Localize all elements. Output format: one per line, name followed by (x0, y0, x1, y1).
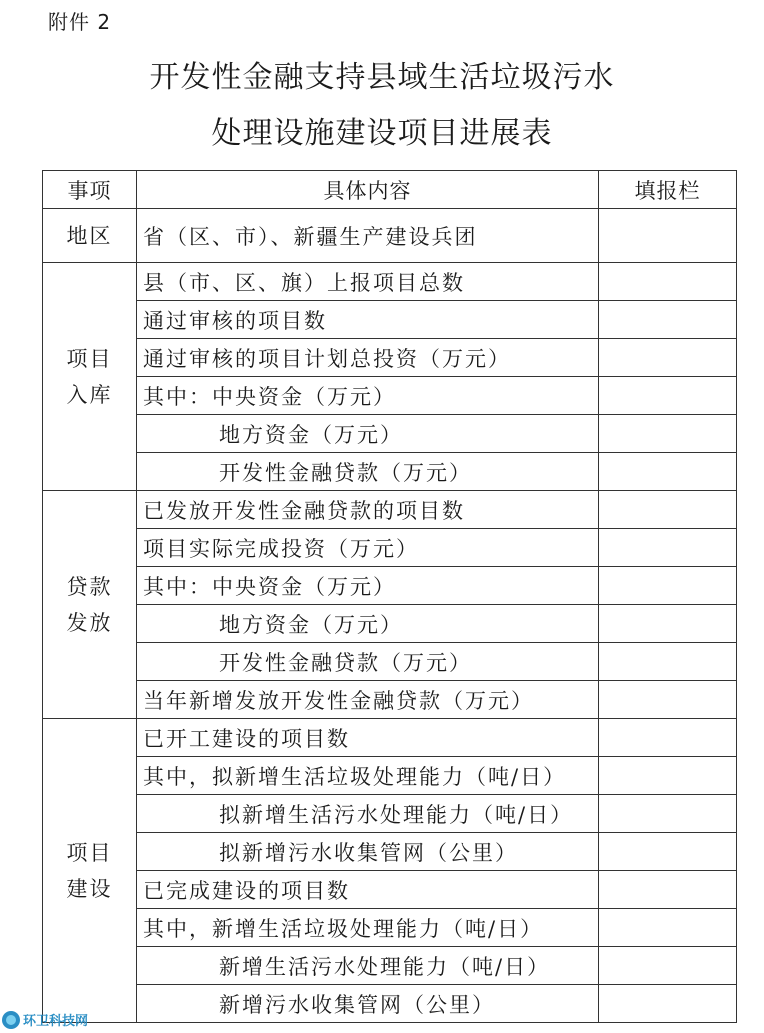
attachment-label: 附件 2 (48, 10, 112, 34)
table-row (43, 567, 737, 605)
row-content: 通过审核的项目数 (137, 301, 599, 339)
fill-cell[interactable] (599, 719, 737, 757)
row-content: 当年新增发放开发性金融贷款（万元） (137, 681, 599, 719)
document-title-line-2: 处理设施建设项目进展表 (211, 116, 553, 151)
watermark (2, 1010, 88, 1029)
fill-cell[interactable] (599, 415, 737, 453)
row-content: 拟新增生活污水处理能力（吨/日） (137, 795, 599, 833)
header-item: 事项 (43, 171, 137, 209)
fill-cell[interactable] (599, 529, 737, 567)
fill-cell[interactable] (599, 681, 737, 719)
table-row (43, 263, 737, 301)
table-row (43, 339, 737, 377)
table-row (43, 795, 737, 833)
table-row (43, 757, 737, 795)
row-content: 其中，拟新增生活垃圾处理能力（吨/日） (137, 757, 599, 795)
category-line: 项目 (66, 346, 113, 371)
fill-cell[interactable] (599, 209, 737, 263)
table-row (43, 209, 737, 263)
fill-cell[interactable] (599, 453, 737, 491)
watermark-text: 环卫科技网 (23, 1014, 89, 1029)
category-line: 建设 (66, 876, 113, 901)
row-content: 已发放开发性金融贷款的项目数 (137, 491, 599, 529)
fill-cell[interactable] (599, 605, 737, 643)
table-row (43, 719, 737, 757)
row-content: 地方资金（万元） (137, 415, 599, 453)
row-content: 拟新增污水收集管网（公里） (137, 833, 599, 871)
row-content: 省（区、市）、新疆生产建设兵团 (137, 209, 599, 263)
row-content: 县（市、区、旗）上报项目总数 (137, 263, 599, 301)
fill-cell[interactable] (599, 909, 737, 947)
table-row (43, 491, 737, 529)
table-row (43, 833, 737, 871)
fill-cell[interactable] (599, 339, 737, 377)
category-line: 入库 (66, 382, 113, 407)
category-line: 发放 (66, 610, 113, 635)
table-row (43, 985, 737, 1023)
fill-cell[interactable] (599, 757, 737, 795)
category-line: 项目 (66, 840, 113, 865)
fill-cell[interactable] (599, 833, 737, 871)
fill-cell[interactable] (599, 871, 737, 909)
table-row (43, 453, 737, 491)
row-content: 开发性金融贷款（万元） (137, 453, 599, 491)
fill-cell[interactable] (599, 491, 737, 529)
category-project-storage (43, 263, 137, 491)
row-content: 已开工建设的项目数 (137, 719, 599, 757)
fill-cell[interactable] (599, 263, 737, 301)
row-content: 新增污水收集管网（公里） (137, 985, 599, 1023)
table-row (43, 909, 737, 947)
row-content: 其中：中央资金（万元） (137, 567, 599, 605)
row-content: 项目实际完成投资（万元） (137, 529, 599, 567)
fill-cell[interactable] (599, 643, 737, 681)
row-content: 其中：中央资金（万元） (137, 377, 599, 415)
fill-cell[interactable] (599, 567, 737, 605)
category-loan-issuance (43, 491, 137, 719)
row-content: 新增生活污水处理能力（吨/日） (137, 947, 599, 985)
table-row (43, 643, 737, 681)
document-title-line-1: 开发性金融支持县域生活垃圾污水 (149, 60, 615, 95)
fill-cell[interactable] (599, 301, 737, 339)
fill-cell[interactable] (599, 795, 737, 833)
category-project-construction (43, 719, 137, 1023)
row-content: 已完成建设的项目数 (137, 871, 599, 909)
table-row (43, 605, 737, 643)
table-row (43, 529, 737, 567)
row-content: 开发性金融贷款（万元） (137, 643, 599, 681)
fill-cell[interactable] (599, 985, 737, 1023)
row-content: 通过审核的项目计划总投资（万元） (137, 339, 599, 377)
table-row (43, 415, 737, 453)
progress-table (42, 170, 737, 1023)
table-row (43, 377, 737, 415)
category-line: 贷款 (66, 574, 113, 599)
category-region: 地区 (43, 209, 137, 263)
table-row (43, 947, 737, 985)
fill-cell[interactable] (599, 377, 737, 415)
header-fill-column: 填报栏 (599, 171, 737, 209)
row-content: 其中，新增生活垃圾处理能力（吨/日） (137, 909, 599, 947)
table-row (43, 871, 737, 909)
row-content: 地方资金（万元） (137, 605, 599, 643)
fill-cell[interactable] (599, 947, 737, 985)
table-row (43, 301, 737, 339)
table-row (43, 681, 737, 719)
header-content: 具体内容 (137, 171, 599, 209)
watermark-logo-icon (2, 1011, 20, 1029)
table-header-row (43, 171, 737, 209)
